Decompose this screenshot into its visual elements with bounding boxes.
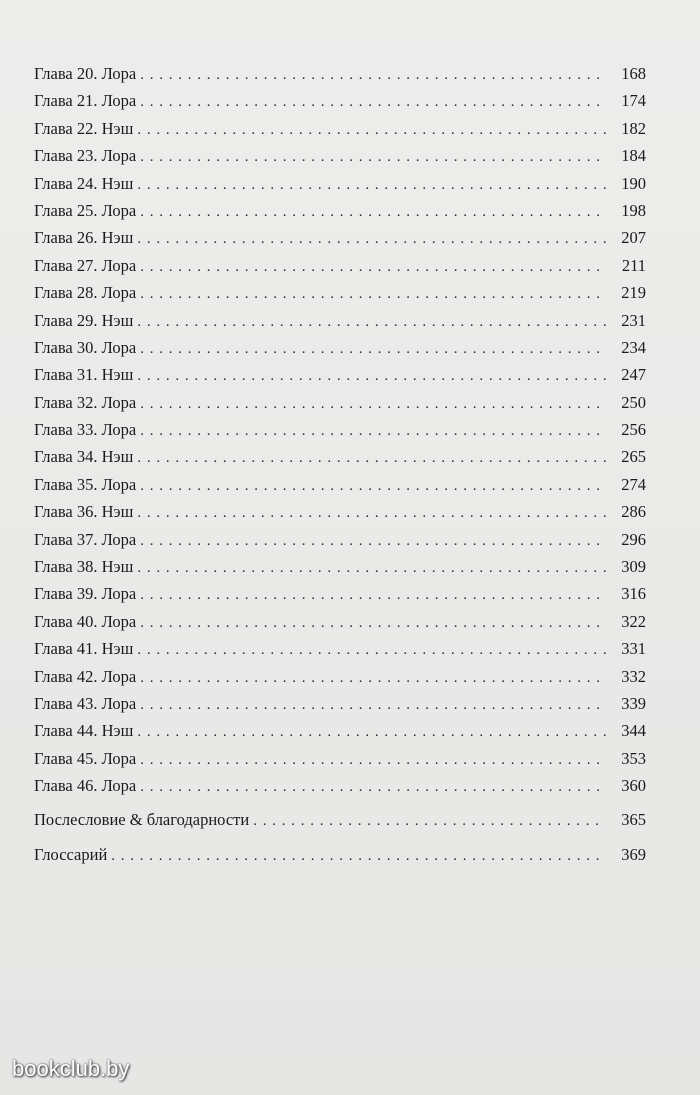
toc-dot-leader: [140, 692, 606, 719]
toc-entry-page: 286: [621, 502, 646, 522]
toc-entry: [34, 361, 646, 388]
toc-entry-title: Глава 21. Лора: [34, 91, 137, 111]
toc-entry-page: 322: [621, 611, 646, 631]
toc-entry-title: Глава 32. Лора: [34, 392, 137, 412]
toc-entry-title: Глава 27. Лора: [34, 255, 137, 275]
toc-entry-title: Глава 42. Лора: [34, 666, 137, 686]
toc-dot-leader: [253, 808, 606, 835]
toc-entry-glossary: [34, 841, 646, 868]
toc-dot-leader: [140, 281, 606, 308]
toc-entry: [34, 745, 646, 772]
toc-entry-page: 353: [621, 748, 646, 768]
toc-dot-leader: [137, 172, 606, 199]
toc-entry-title: Глава 34. Нэш: [34, 447, 134, 467]
toc-dot-leader: [140, 336, 606, 363]
toc-entry: [34, 471, 646, 498]
toc-dot-leader: [140, 528, 606, 555]
toc-dot-leader: [140, 473, 606, 500]
toc-dot-leader: [140, 747, 606, 774]
toc-entry-page: 265: [621, 447, 646, 467]
toc-entry-title: Глава 33. Лора: [34, 420, 137, 440]
toc-entry-page: 296: [621, 529, 646, 549]
toc-entry-title: Глава 20. Лора: [34, 64, 137, 83]
toc-chapter-list: [34, 60, 646, 800]
toc-dot-leader: [137, 555, 606, 582]
toc-entry-title: Глава 35. Лора: [34, 474, 137, 494]
toc-entry: [34, 443, 646, 470]
toc-entry-title: Глава 46. Лора: [34, 776, 137, 796]
toc-dot-leader: [140, 391, 606, 418]
toc-entry: [34, 498, 646, 525]
toc-dot-leader: [140, 89, 606, 116]
toc-entry-page: 360: [621, 776, 646, 796]
toc-entry-page: 190: [621, 173, 646, 193]
toc-entry: [34, 87, 646, 114]
toc-entry: [34, 60, 646, 87]
toc-entry-page: 256: [621, 420, 646, 440]
toc-dot-leader: [137, 363, 606, 390]
toc-dot-leader: [111, 843, 606, 870]
toc-entry-page: 316: [621, 584, 646, 604]
toc-dot-leader: [140, 144, 606, 171]
toc-entry-page: 274: [621, 474, 646, 494]
toc-entry: [34, 772, 646, 799]
table-of-contents: [34, 60, 646, 868]
toc-dot-leader: [140, 582, 606, 609]
toc-entry-title: Глава 43. Лора: [34, 693, 137, 713]
toc-entry-title: Глава 39. Лора: [34, 584, 137, 604]
toc-entry: [34, 553, 646, 580]
toc-dot-leader: [137, 309, 606, 336]
toc-entry-page: 219: [621, 283, 646, 303]
toc-entry-page: 331: [621, 639, 646, 659]
toc-entry-page: 174: [621, 91, 646, 111]
toc-entry-page: 247: [621, 365, 646, 385]
toc-entry-page: 234: [621, 337, 646, 357]
toc-entry: [34, 690, 646, 717]
toc-entry-page: 184: [621, 146, 646, 166]
toc-entry: [34, 307, 646, 334]
toc-entry-page: 168: [621, 64, 646, 83]
toc-entry-page: 250: [621, 392, 646, 412]
toc-entry-page: 339: [621, 693, 646, 713]
toc-dot-leader: [140, 610, 606, 637]
toc-entry-title: Глава 36. Нэш: [34, 502, 134, 522]
toc-entry-page: 182: [621, 118, 646, 138]
toc-entry: [34, 334, 646, 361]
watermark-text: bookclub.by: [12, 1056, 130, 1081]
toc-entry: [34, 142, 646, 169]
toc-entry-title: Глава 44. Нэш: [34, 721, 134, 741]
toc-entry-page: 332: [621, 666, 646, 686]
toc-entry-page: 198: [621, 200, 646, 220]
toc-dot-leader: [140, 665, 606, 692]
toc-entry-title: Глава 45. Лора: [34, 748, 137, 768]
toc-entry-title: Глава 38. Нэш: [34, 557, 134, 577]
toc-entry: [34, 635, 646, 662]
toc-entry: [34, 717, 646, 744]
toc-entry-title: Глава 22. Нэш: [34, 118, 134, 138]
toc-entry-title: Глава 30. Лора: [34, 337, 137, 357]
toc-entry: [34, 580, 646, 607]
toc-entry-page: 365: [621, 809, 646, 829]
toc-dot-leader: [140, 254, 606, 281]
toc-entry: [34, 389, 646, 416]
toc-entry-title: Глава 40. Лора: [34, 611, 137, 631]
toc-dot-leader: [140, 774, 606, 801]
toc-entry: [34, 252, 646, 279]
toc-entry-title: Глава 23. Лора: [34, 146, 137, 166]
toc-entry-title: Глава 41. Нэш: [34, 639, 134, 659]
toc-entry: [34, 663, 646, 690]
toc-entry-title: Глава 29. Нэш: [34, 310, 134, 330]
toc-entry-title: Глава 25. Лора: [34, 200, 137, 220]
toc-entry-title: Глава 37. Лора: [34, 529, 137, 549]
toc-entry: [34, 608, 646, 635]
toc-entry: [34, 224, 646, 251]
toc-dot-leader: [137, 500, 606, 527]
toc-entry-page: 369: [621, 844, 646, 864]
toc-entry-page: 344: [621, 721, 646, 741]
toc-dot-leader: [140, 62, 606, 89]
toc-dot-leader: [137, 719, 606, 746]
toc-entry: [34, 170, 646, 197]
toc-entry-title: Глава 26. Нэш: [34, 228, 134, 248]
toc-entry-title: Послесловие & благодарности: [34, 809, 250, 829]
toc-entry-page: 231: [621, 310, 646, 330]
toc-entry-page: 211: [621, 255, 646, 275]
toc-entry-page: 207: [621, 228, 646, 248]
toc-entry-title: Глоссарий: [34, 844, 108, 864]
toc-entry-title: Глава 31. Нэш: [34, 365, 134, 385]
toc-dot-leader: [137, 226, 606, 253]
toc-entry-title: Глава 24. Нэш: [34, 173, 134, 193]
toc-entry: [34, 526, 646, 553]
toc-entry-page: 309: [621, 557, 646, 577]
toc-entry: [34, 416, 646, 443]
toc-entry-title: Глава 28. Лора: [34, 283, 137, 303]
toc-dot-leader: [137, 445, 606, 472]
toc-dot-leader: [140, 199, 606, 226]
toc-dot-leader: [137, 637, 606, 664]
toc-entry: [34, 279, 646, 306]
toc-dot-leader: [140, 418, 606, 445]
toc-entry-afterword: [34, 806, 646, 833]
toc-entry: [34, 115, 646, 142]
toc-dot-leader: [137, 117, 606, 144]
toc-entry: [34, 197, 646, 224]
